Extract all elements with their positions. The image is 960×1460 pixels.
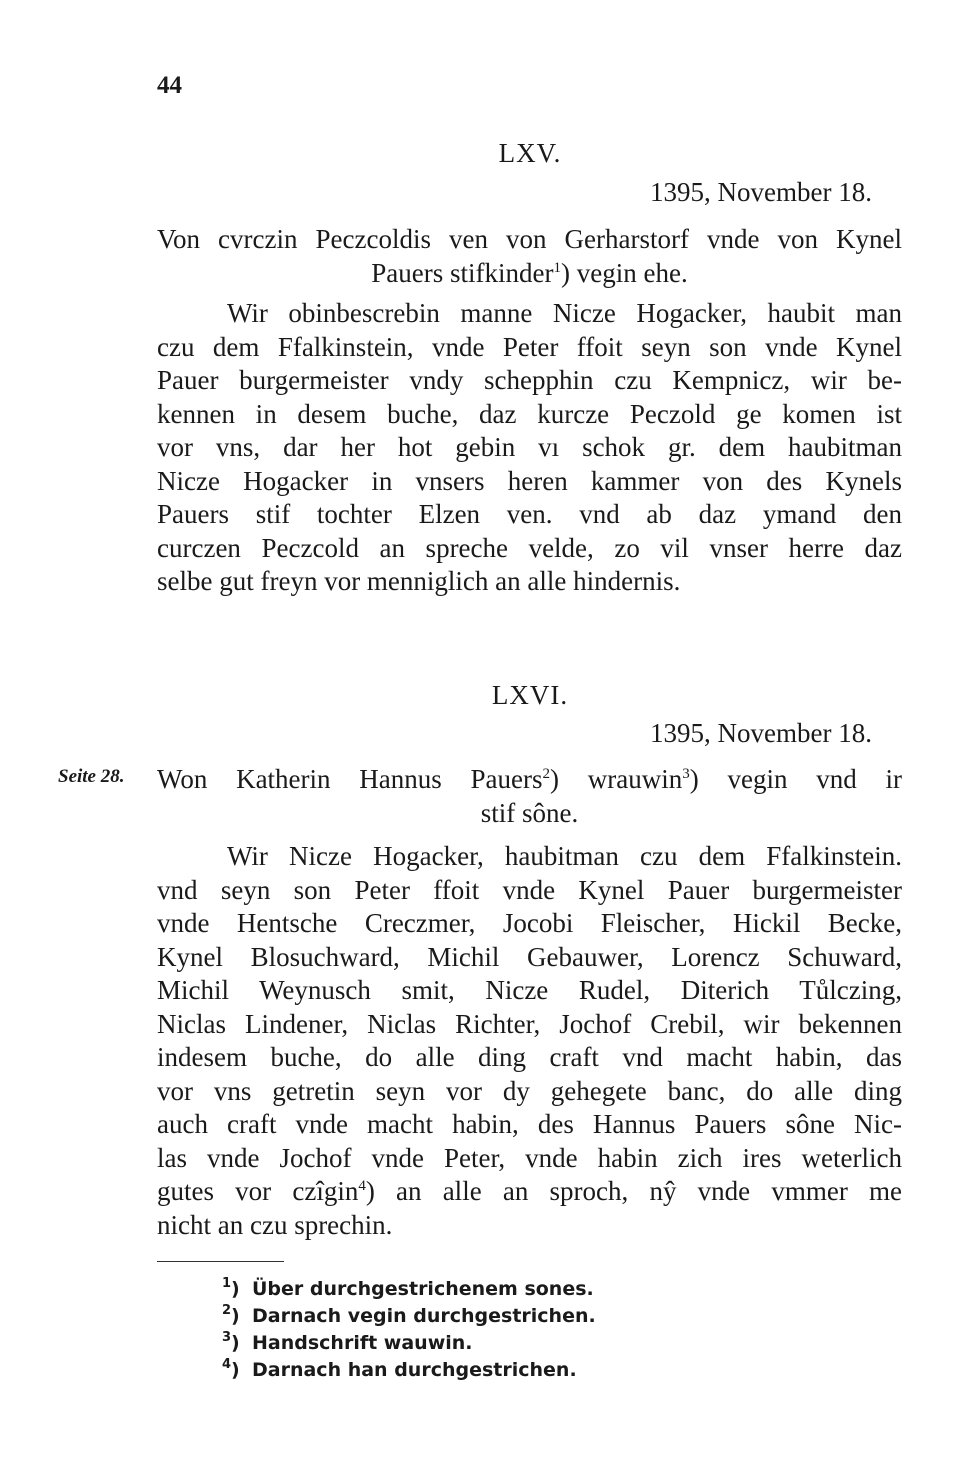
footnote-ref: 2 xyxy=(542,766,551,782)
footnote-ref: 3 xyxy=(682,766,690,782)
body-text: gutes vor czîgin xyxy=(157,1176,359,1206)
heading-line: Von cvrczin Peczcoldis ven von Gerharstorf vnde von Kynel xyxy=(157,224,902,254)
body-line: vor vns getretin seyn vor dy gehegete banc, do alle ding xyxy=(157,1075,902,1106)
heading-line: stif sône. xyxy=(480,798,579,828)
footnote xyxy=(222,1357,596,1384)
document-date-lxv: 1395, November 18. xyxy=(650,177,872,207)
footnote-number: 2 xyxy=(222,1303,232,1318)
body-text: ) an alle an sproch, nŷ vnde vmmer me xyxy=(365,1176,902,1206)
footnote xyxy=(222,1303,596,1330)
footnote-text: Darnach han durchgestrichen. xyxy=(252,1359,577,1381)
body-line: auch craft vnde macht habin, des Hannus Pauers sône Nic- xyxy=(157,1109,902,1139)
document-number-lxvi: LXVI. xyxy=(491,680,569,710)
margin-note: Seite 28. xyxy=(58,766,125,787)
body-line: Niclas Lindener, Niclas Richter, Jochof Crebil, wir bekennen xyxy=(157,1008,902,1039)
body-line: nicht an czu sprechin. xyxy=(157,1209,393,1240)
body-line: Wir Nicze Hogacker, haubitman czu dem Ffalkinstein. xyxy=(227,841,902,871)
body-line: czu dem Ffalkinstein, vnde Peter ffoit seyn son vnde Kynel xyxy=(157,331,902,362)
body-line: Wir obinbescrebin manne Nicze Hogacker, haubit man xyxy=(227,298,902,328)
body-line: vnd seyn son Peter ffoit vnde Kynel Pauer burgermeister xyxy=(157,874,902,905)
heading-text: Pauers stifkinder xyxy=(371,258,554,288)
page-number: 44 xyxy=(157,72,182,99)
body-line: Pauer burgermeister vndy schepphin czu Kempnicz, wir be- xyxy=(157,365,902,395)
body-line: Nicze Hogacker in vnsers heren kammer von des Kynels xyxy=(157,465,902,496)
footnote-mark: $^4$) xyxy=(222,1357,240,1381)
footnote-text: Handschrift wauwin. xyxy=(252,1332,473,1354)
body-line xyxy=(157,1175,902,1209)
footnote-text: Über durchgestrichenem sones. xyxy=(252,1278,594,1300)
document-body-lxv xyxy=(157,297,902,599)
footnote-ref: 1 xyxy=(553,260,561,276)
footnote-number: 1 xyxy=(222,1276,232,1291)
body-line: Kynel Blosuchward, Michil Gebauwer, Lorencz Schuward, xyxy=(157,941,902,972)
heading-text: Won Katherin Hannus Pauers xyxy=(157,764,543,794)
body-line: las vnde Jochof vnde Peter, vnde habin zich ires weterlich xyxy=(157,1142,902,1173)
body-line: kennen in desem buche, daz kurcze Peczold ge komen ist xyxy=(157,398,902,429)
footnote-number: 3 xyxy=(222,1330,232,1345)
footnote xyxy=(222,1330,596,1357)
heading-line xyxy=(157,256,902,290)
heading-line xyxy=(157,762,902,796)
heading-text: ) vegin ehe. xyxy=(561,258,688,288)
heading-text: ) wrauwin xyxy=(550,764,683,794)
footnote-ref: 4 xyxy=(358,1178,366,1194)
body-line: vor vns, dar her hot gebin vı schok gr. dem haubitman xyxy=(157,432,902,462)
footnote-number: 4 xyxy=(222,1357,232,1372)
document-heading-lxvi xyxy=(157,762,902,830)
footnote-text: Darnach vegin durchgestrichen. xyxy=(252,1305,596,1327)
footnote-mark: $^1$) xyxy=(222,1276,240,1300)
heading-text: ) vegin vnd ir xyxy=(689,764,902,794)
body-line: Michil Weynusch smit, Nicze Rudel, Diterich Tůlczing, xyxy=(157,975,902,1005)
document-heading-lxv xyxy=(157,222,902,290)
body-line: indesem buche, do alle ding craft vnd macht habin, das xyxy=(157,1042,902,1072)
body-line: vnde Hentsche Creczmer, Jocobi Fleischer, Hickil Becke, xyxy=(157,908,902,938)
footnote-mark: $^2$) xyxy=(222,1303,240,1327)
footnote-divider xyxy=(157,1261,284,1262)
footnote xyxy=(222,1276,596,1303)
document-body-lxvi xyxy=(157,840,902,1242)
footnotes xyxy=(222,1276,596,1384)
body-line: curczen Peczcold an spreche velde, zo vil vnser herre daz xyxy=(157,532,902,563)
footnote-mark: $^3$) xyxy=(222,1330,240,1354)
body-line: Pauers stif tochter Elzen ven. vnd ab daz ymand den xyxy=(157,499,902,529)
body-line: selbe gut freyn vor menniglich an alle hindernis. xyxy=(157,566,681,596)
document-date-lxvi: 1395, November 18. xyxy=(650,718,872,748)
document-number-lxv: LXV. xyxy=(498,138,562,168)
